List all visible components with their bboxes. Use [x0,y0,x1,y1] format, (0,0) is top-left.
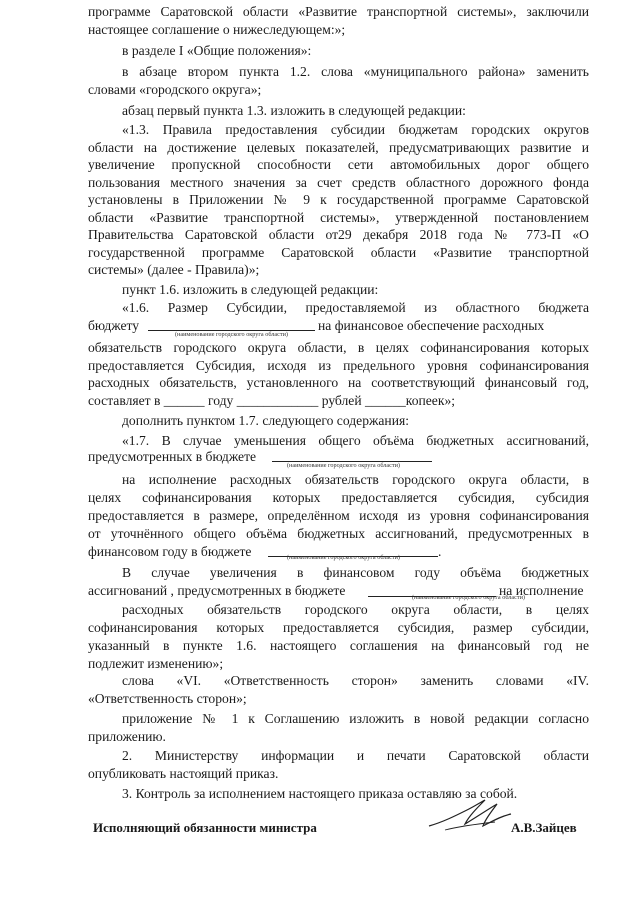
text-line: В случае увеличения в финансовом году объёма бюджетных [122,565,589,580]
text-line: дополнить пунктом 1.7. следующего содержания: [122,413,410,428]
field-caption: (наименование городского округа области) [287,554,400,561]
text-line: составляет в ______ году ____________ рублей ______копеек»; [88,393,456,408]
text-line: государственной программе Саратовской области «Развитие транспортной [88,245,589,260]
text-line: настоящее соглашение о нижеследующем:»; [88,22,346,37]
text-line: «Ответственность сторон»; [88,691,247,706]
text-line: целях софинансирования которых предоставляется субсидия, субсидия [88,490,589,505]
text-line: словами «городского округа»; [88,82,262,97]
text-line: области на достижение целевых показателей, предусматривающих развитие и [88,140,589,155]
text-line: области «Развитие транспортной системы», утвержденной постановлением [88,210,589,225]
text-line: расходных обязательств, установленного на соответствующий финансовый год, [88,375,589,390]
signatory-position: Исполняющий обязанности министра [93,820,317,835]
text-line: расходных обязательств городского округа области, в целях [122,602,589,617]
text-line: увеличение пропускной способности сети автомобильных дорог общего [88,157,589,172]
text-line: пользования местного значения за счет средств областного дорожного фонда [88,175,589,190]
text-line: предоставляется в размере, определённом исходя из уровня софинансирования [88,508,589,523]
text-line: бюджету [88,318,140,333]
text-line: финансовом году в бюджете [88,544,252,559]
text-line: в абзаце втором пункта 1.2. слова «муниципального района» заменить [122,64,589,79]
text-line: на исполнение расходных обязательств городского округа области, в [122,472,589,487]
text-line: 3. Контроль за исполнением настоящего приказа оставляю за собой. [122,786,518,801]
text-line: «1.7. В случае уменьшения общего объёма бюджетных ассигнований, [122,433,589,448]
text-line: подлежит изменению»; [88,656,224,671]
text-line: софинансирования которых предоставляется субсидия, размер субсидии, [88,620,589,635]
field-caption: (наименование городского округа области) [412,594,525,601]
text-line: «1.6. Размер Субсидии, предоставляемой из областного бюджета [122,300,589,315]
text-line: приложению. [88,729,166,744]
text-line: от уточнённого общего объёма бюджетных ассигнований, предусмотренных в [88,526,589,541]
text-line: слова «VI. «Ответственность сторон» заменить словами «IV. [122,673,589,688]
text-line: в разделе I «Общие положения»: [122,43,312,58]
handwritten-signature [425,796,515,836]
text-line: приложение № 1 к Соглашению изложить в новой редакции согласно [122,711,589,726]
text-line: на исполнение [499,583,584,598]
signatory-name: А.В.Зайцев [511,820,577,835]
field-caption: (наименование городского округа области) [287,462,400,469]
text-line: установлены в Приложении № 9 к государственной программе Саратовской [88,192,589,207]
text-line: Правительства Саратовской области от29 декабря 2018 года № 773-П «О [88,227,589,242]
text-line: абзац первый пункта 1.3. изложить в следующей редакции: [122,103,466,118]
text-line: указанный в пункте 1.6. настоящего соглашения на финансовый год не [88,638,589,653]
text-line: программе Саратовской области «Развитие транспортной системы», заключили [88,4,589,19]
text-line: «1.3. Правила предоставления субсидии бюджетам городских округов [122,122,589,137]
text-line: опубликовать настоящий приказ. [88,766,279,781]
text-line: 2. Министерству информации и печати Саратовской области [122,748,589,763]
field-caption: (наименование городского округа области) [175,331,288,338]
text-line: обязательств городского округа области, в целях софинансирования которых [88,340,589,355]
text-line: пункт 1.6. изложить в следующей редакции: [122,282,379,297]
text-line: ассигнований , предусмотренных в бюджете [88,583,346,598]
text-line: на финансовое обеспечение расходных [318,318,545,333]
text-line: . [438,544,442,559]
blank-line [368,596,496,597]
text-line: системы» (далее - Правила)»; [88,262,260,277]
text-line: предусмотренных в бюджете [88,449,257,464]
text-line: предоставляется Субсидия, исходя из предельного уровня софинансирования [88,358,589,373]
